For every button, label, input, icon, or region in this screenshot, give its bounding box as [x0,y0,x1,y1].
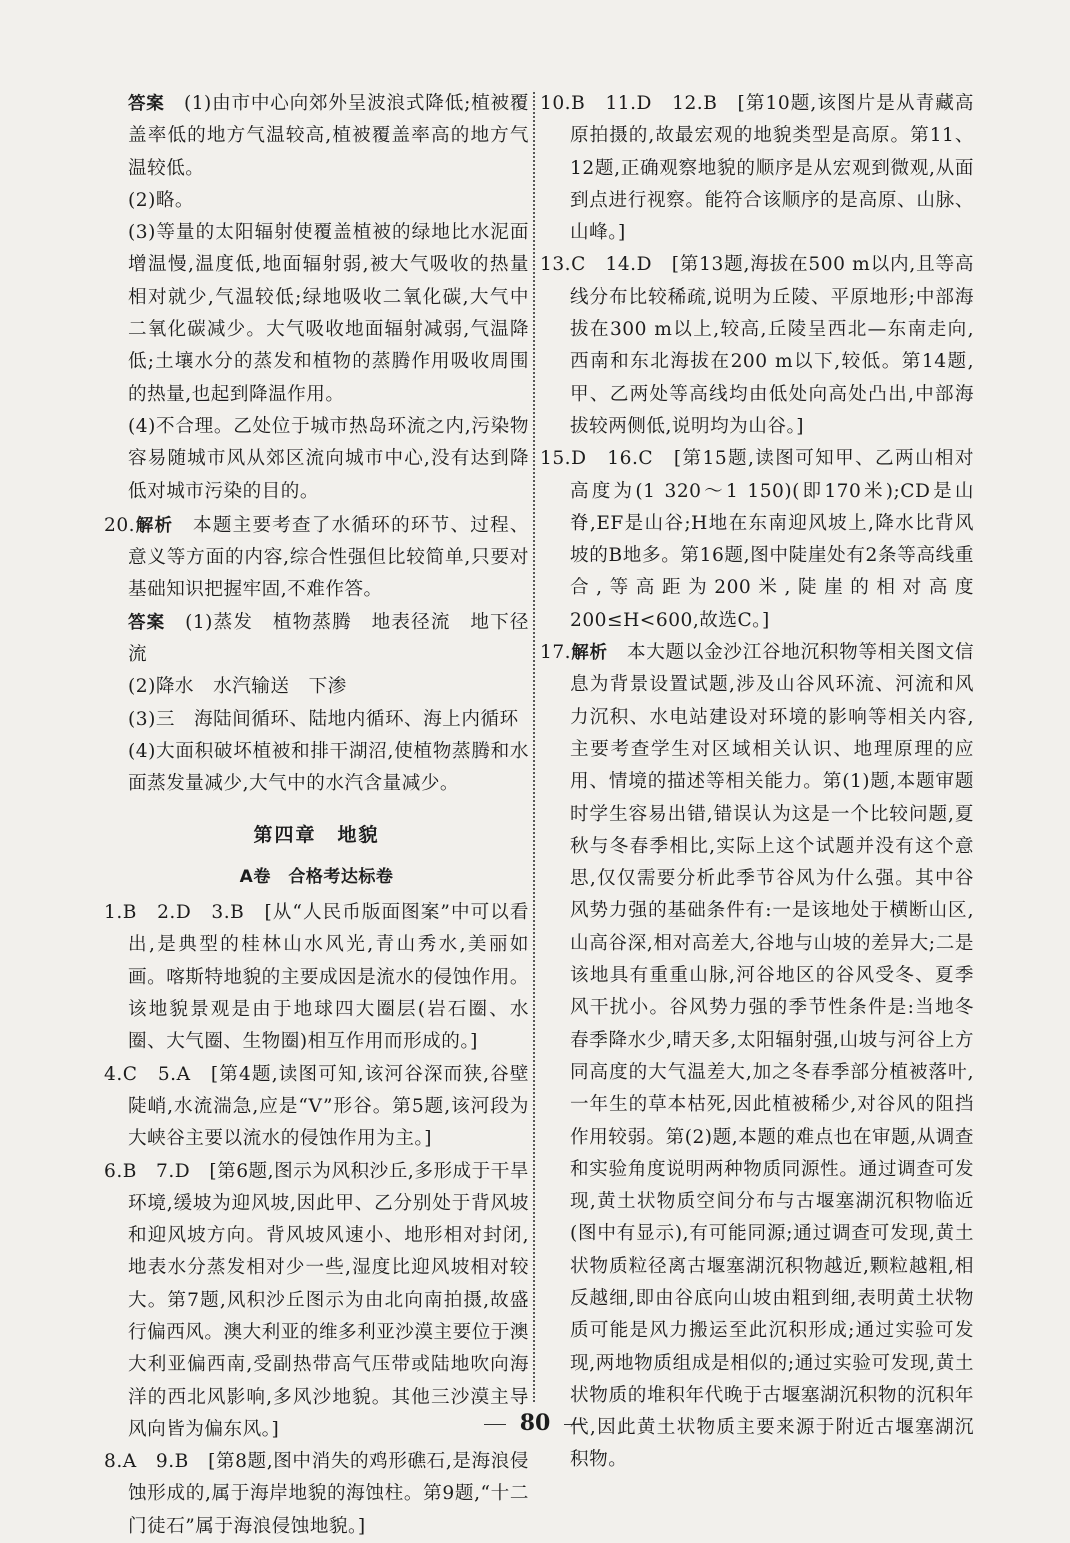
q20-answer-block [104,607,529,672]
q8-9: 8.A 9.B [第8题,图中消失的鸡形礁石,是海浪侵蚀形成的,属于海岸地貌的海蚀柱。第9题,“十二门徒石”属于海浪侵蚀地貌。] [104,1451,529,1537]
analysis-label: 解析 [571,643,608,664]
q1-3: 1.B 2.D 3.B [从“人民币版面图案”中可以看出,是典型的桂林山水风光,青山秀水,美丽如画。喀斯特地貌的主要成因是流水的侵蚀作用。该地貌景观是由于地球四大圈层(岩石圈、水圈、大气圈、生物圈)相互作用而形成的。] [104,902,529,1053]
section-title: A卷 合格考达标卷 [239,866,394,887]
q17-number: 17. [540,642,572,664]
page-number [0,1410,1070,1436]
q20-answer-2: (2)降水 水汽输送 下渗 [128,676,347,698]
analysis-label: 解析 [135,515,174,536]
column-divider [533,92,535,1402]
q17-analysis: 本大题以金沙江谷地沉积物等相关图文信息为背景设置试题,涉及山谷风环流、河流和风力沉积、水电站建设对环境的影响等相关内容,主要考查学生对区域相关认识、地理原理的应用、情境的描述等相关能力。第(1)题,本题审题时学生容易出错,错误认为这是一个比较问题,夏秋与冬春季相比,实际上这个试题并没有这个意思,仅仅需要分析此季节谷风为什么强。其中谷风势力强的基础条件有:一是该地处于横断山区,山高谷深,相对高差大,谷地与山坡的差异大;二是该地具有重重山脉,河谷地区的谷风受冬、夏季风干扰小。谷风势力强的季节性条件是:当地冬春季降水少,晴天多,太阳辐射强,山坡与河谷上方同高度的大气温差大,加之冬春季部分植被落叶,一年生的草本枯死,因此植被稀少,对谷风的阻挡作用较弱。第(2)题,本题的难点也在审题,从调查和实验角度说明两种物质同源性。通过调查可发现,黄土状物质空间分布与古堰塞湖沉积物临近(图中有显示),有可能同源;通过调查可发现,黄土状物质粒径离古堰塞湖沉积物越近,颗粒越粗,相反越细,即由谷底向山坡由粗到细,表明黄土状物质可能是风力搬运至此沉积形成;通过实验可发现,两地物质组成是相似的;通过实验可发现,黄土状物质的堆积年代晚于古堰塞湖沉积物的沉积年代,因此黄土状物质主要来源于附近古堰塞湖沉积物。 [570,642,974,1471]
q20-answer-4: (4)大面积破坏植被和排干湖沼,使植物蒸腾和水面蒸发量减少,大气中的水汽含量减少。 [128,740,529,795]
q19-answer-2: (2)略。 [128,189,195,211]
q15-16: 15.D 16.C [第15题,读图可知甲、乙两山相对高度为(1 320～1 150)(即170米);CD是山脊,EF是山谷;H地在东南迎风坡上,降水比背风坡的B地多。第16题,图中陡崖处有2条等高线重合,等高距为200米,陡崖的相对高度200≤H<600,故选C。] [540,448,974,631]
right-column [540,88,974,1477]
q19-answer-4: (4)不合理。乙处位于城市热岛环流之内,污染物容易随城市风从郊区流向城市中心,没有达到降低对城市污染的目的。 [128,415,529,502]
page-number-value: 80 [519,1410,551,1436]
q20-analysis-block [104,510,529,607]
q17-analysis-block [540,637,974,1477]
left-column [104,88,529,1543]
q19-answer-3: (3)等量的太阳辐射使覆盖植被的绿地比水泥面增温慢,温度低,地面辐射弱,被大气吸收的热量相对就少,气温较低;绿地吸收二氧化碳,大气中二氧化碳减少。大气吸收地面辐射减弱,气温降低;土壤水分的蒸发和植物的蒸腾作用吸收周围的热量,也起到降温作用。 [128,222,529,405]
answer-label: 答案 [128,94,165,114]
q20-answer-1: (1)蒸发 植物蒸腾 地表径流 地下径流 [128,611,529,666]
q10-12: 10.B 11.D 12.B [第10题,该图片是从青藏高原拍摄的,故最宏观的地貌类型是高原。第11、12题,正确观察地貌的顺序是从宏观到微观,从面到点进行视察。能符合该顺序的是高原、山脉、山峰。] [540,93,974,244]
q13-14: 13.C 14.D [第13题,海拔在500 m以内,且等高线分布比较稀疏,说明为丘陵、平原地形;中部海拔在300 m以上,较高,丘陵呈西北—东南走向,西南和东北海拔在200 m以下,较低。第14题,甲、乙两处等高线均由低处向高处凸出,中部海拔较两侧低,说明均为山谷。] [540,254,974,437]
q4-5: 4.C 5.A [第4题,读图可知,该河谷深而狭,谷壁陡峭,水流湍急,应是“V”形谷。第5题,该河段为大峡谷主要以流水的侵蚀作用为主。] [104,1063,529,1150]
q20-number: 20. [104,514,136,536]
q20-answer-3: (3)三 海陆间循环、陆地内循环、海上内循环 [128,708,519,730]
q6-7: 6.B 7.D [第6题,图示为风积沙丘,多形成于干旱环境,缓坡为迎风坡,因此甲、乙分别处于背风坡和迎风坡方向。背风坡风速小、地形相对封闭,地表水分蒸发相对少一些,湿度比迎风坡相对较大。第7题,风积沙丘图示为由北向南拍摄,故盛行偏西风。澳大利亚的维多利亚沙漠主要位于澳大利亚偏西南,受副热带高气压带或陆地吹向海洋的西北风影响,多风沙地貌。其他三沙漠主导风向皆为偏东风。] [104,1160,529,1440]
answer-label: 答案 [128,612,166,633]
q19-answer-block [104,88,529,185]
chapter-title: 第四章 地貌 [253,823,380,846]
q20-analysis: 本题主要考查了水循环的环节、过程、意义等方面的内容,综合性强但比较简单,只要对基础知识把握牢固,不难作答。 [128,514,529,601]
q19-answer-1: (1)由市中心向郊外呈波浪式降低;植被覆盖率低的地方气温较高,植被覆盖率高的地方气温较低。 [128,93,529,179]
